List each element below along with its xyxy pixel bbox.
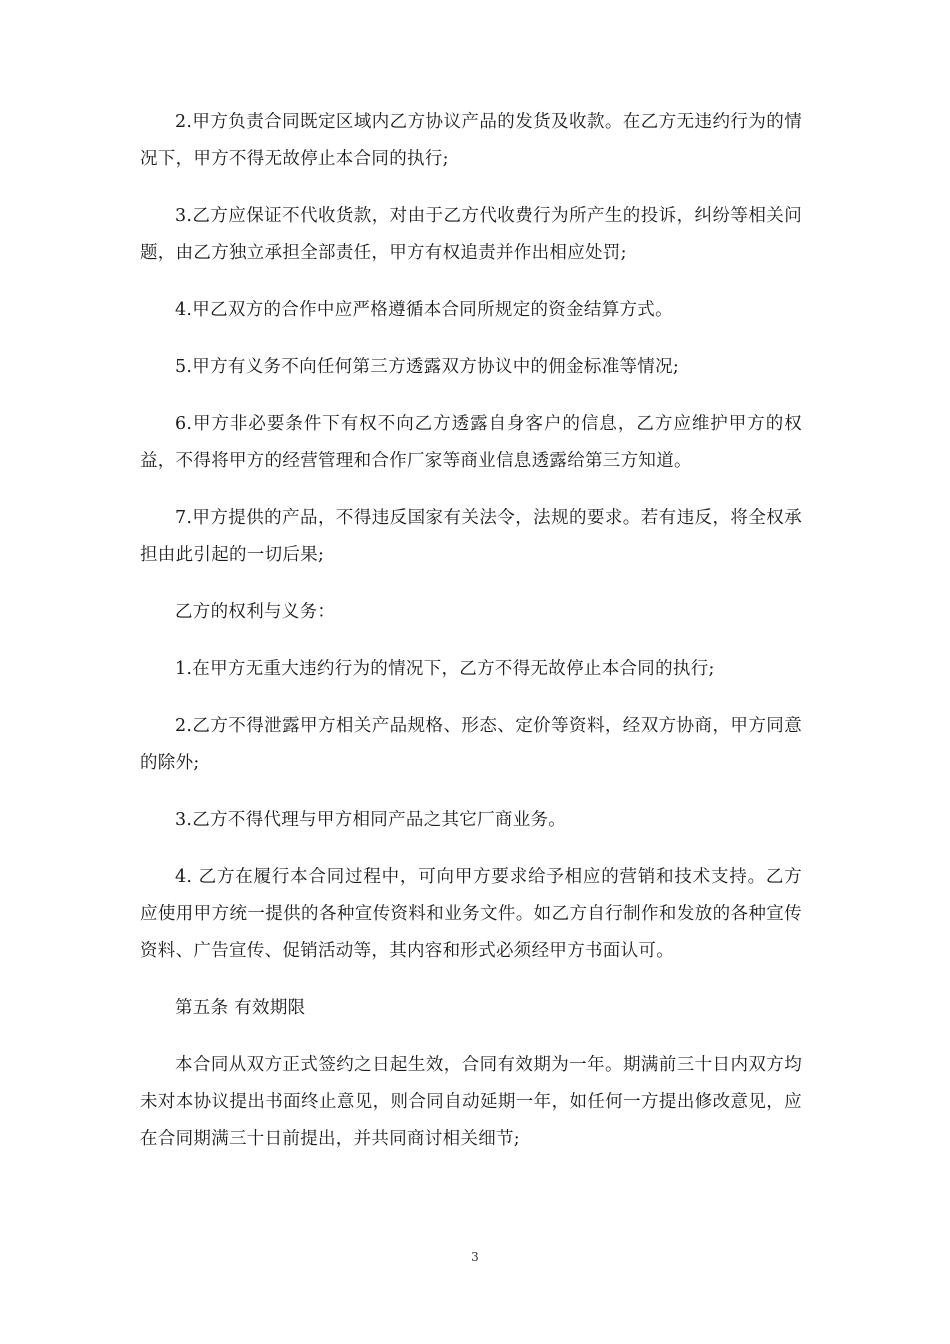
paragraph-clause-3-party-a: 3.乙方应保证不代收货款，对由于乙方代收费行为所产生的投诉，纠纷等相关问题，由乙方独立承担全部责任，甲方有权追责并作出相应处罚; xyxy=(140,206,802,263)
paragraph-clause-5-party-a: 5.甲方有义务不向任何第三方透露双方协议中的佣金标准等情况; xyxy=(175,357,680,377)
paragraph-clause-2-party-a: 2.甲方负责合同既定区域内乙方协议产品的发货及收款。在乙方无违约行为的情况下，甲方不得无故停止本合同的执行; xyxy=(140,112,802,169)
paragraph-clause-6-party-a: 6.甲方非必要条件下有权不向乙方透露自身客户的信息，乙方应维护甲方的权益，不得将甲方的经营管理和合作厂家等商业信息透露给第三方知道。 xyxy=(140,414,802,471)
paragraph-clause-4-party-a: 4.甲乙双方的合作中应严格遵循本合同所规定的资金结算方式。 xyxy=(175,300,673,320)
paragraph-clause-1-party-b: 1.在甲方无重大违约行为的情况下，乙方不得无故停止本合同的执行; xyxy=(175,659,715,679)
article-heading-validity: 第五条 有效期限 xyxy=(175,998,306,1018)
paragraph-clause-2-party-b: 2.乙方不得泄露甲方相关产品规格、形态、定价等资料，经双方协商，甲方同意的除外; xyxy=(140,716,802,773)
section-heading-party-b-rights: 乙方的权利与义务： xyxy=(175,602,336,622)
document-body xyxy=(140,104,802,1178)
paragraph-clause-4-party-b: 4. 乙方在履行本合同过程中，可向甲方要求给予相应的营销和技术支持。乙方应使用甲方统一提供的各种宣传资料和业务文件。如乙方自行制作和发放的各种宣传资料、广告宣传、促销活动等，其内容和形式必须经甲方书面认可。 xyxy=(140,867,802,961)
paragraph-validity-term: 本合同从双方正式签约之日起生效，合同有效期为一年。期满前三十日内双方均未对本协议提出书面终止意见，则合同自动延期一年，如任何一方提出修改意见，应在合同期满三十日前提出，并共同商讨相关细节; xyxy=(140,1055,802,1149)
paragraph-clause-3-party-b: 3.乙方不得代理与甲方相同产品之其它厂商业务。 xyxy=(175,810,567,830)
paragraph-clause-7-party-a: 7.甲方提供的产品，不得违反国家有关法令，法规的要求。若有违反，将全权承担由此引起的一切后果; xyxy=(140,508,802,565)
page-number: 3 xyxy=(471,1250,479,1264)
